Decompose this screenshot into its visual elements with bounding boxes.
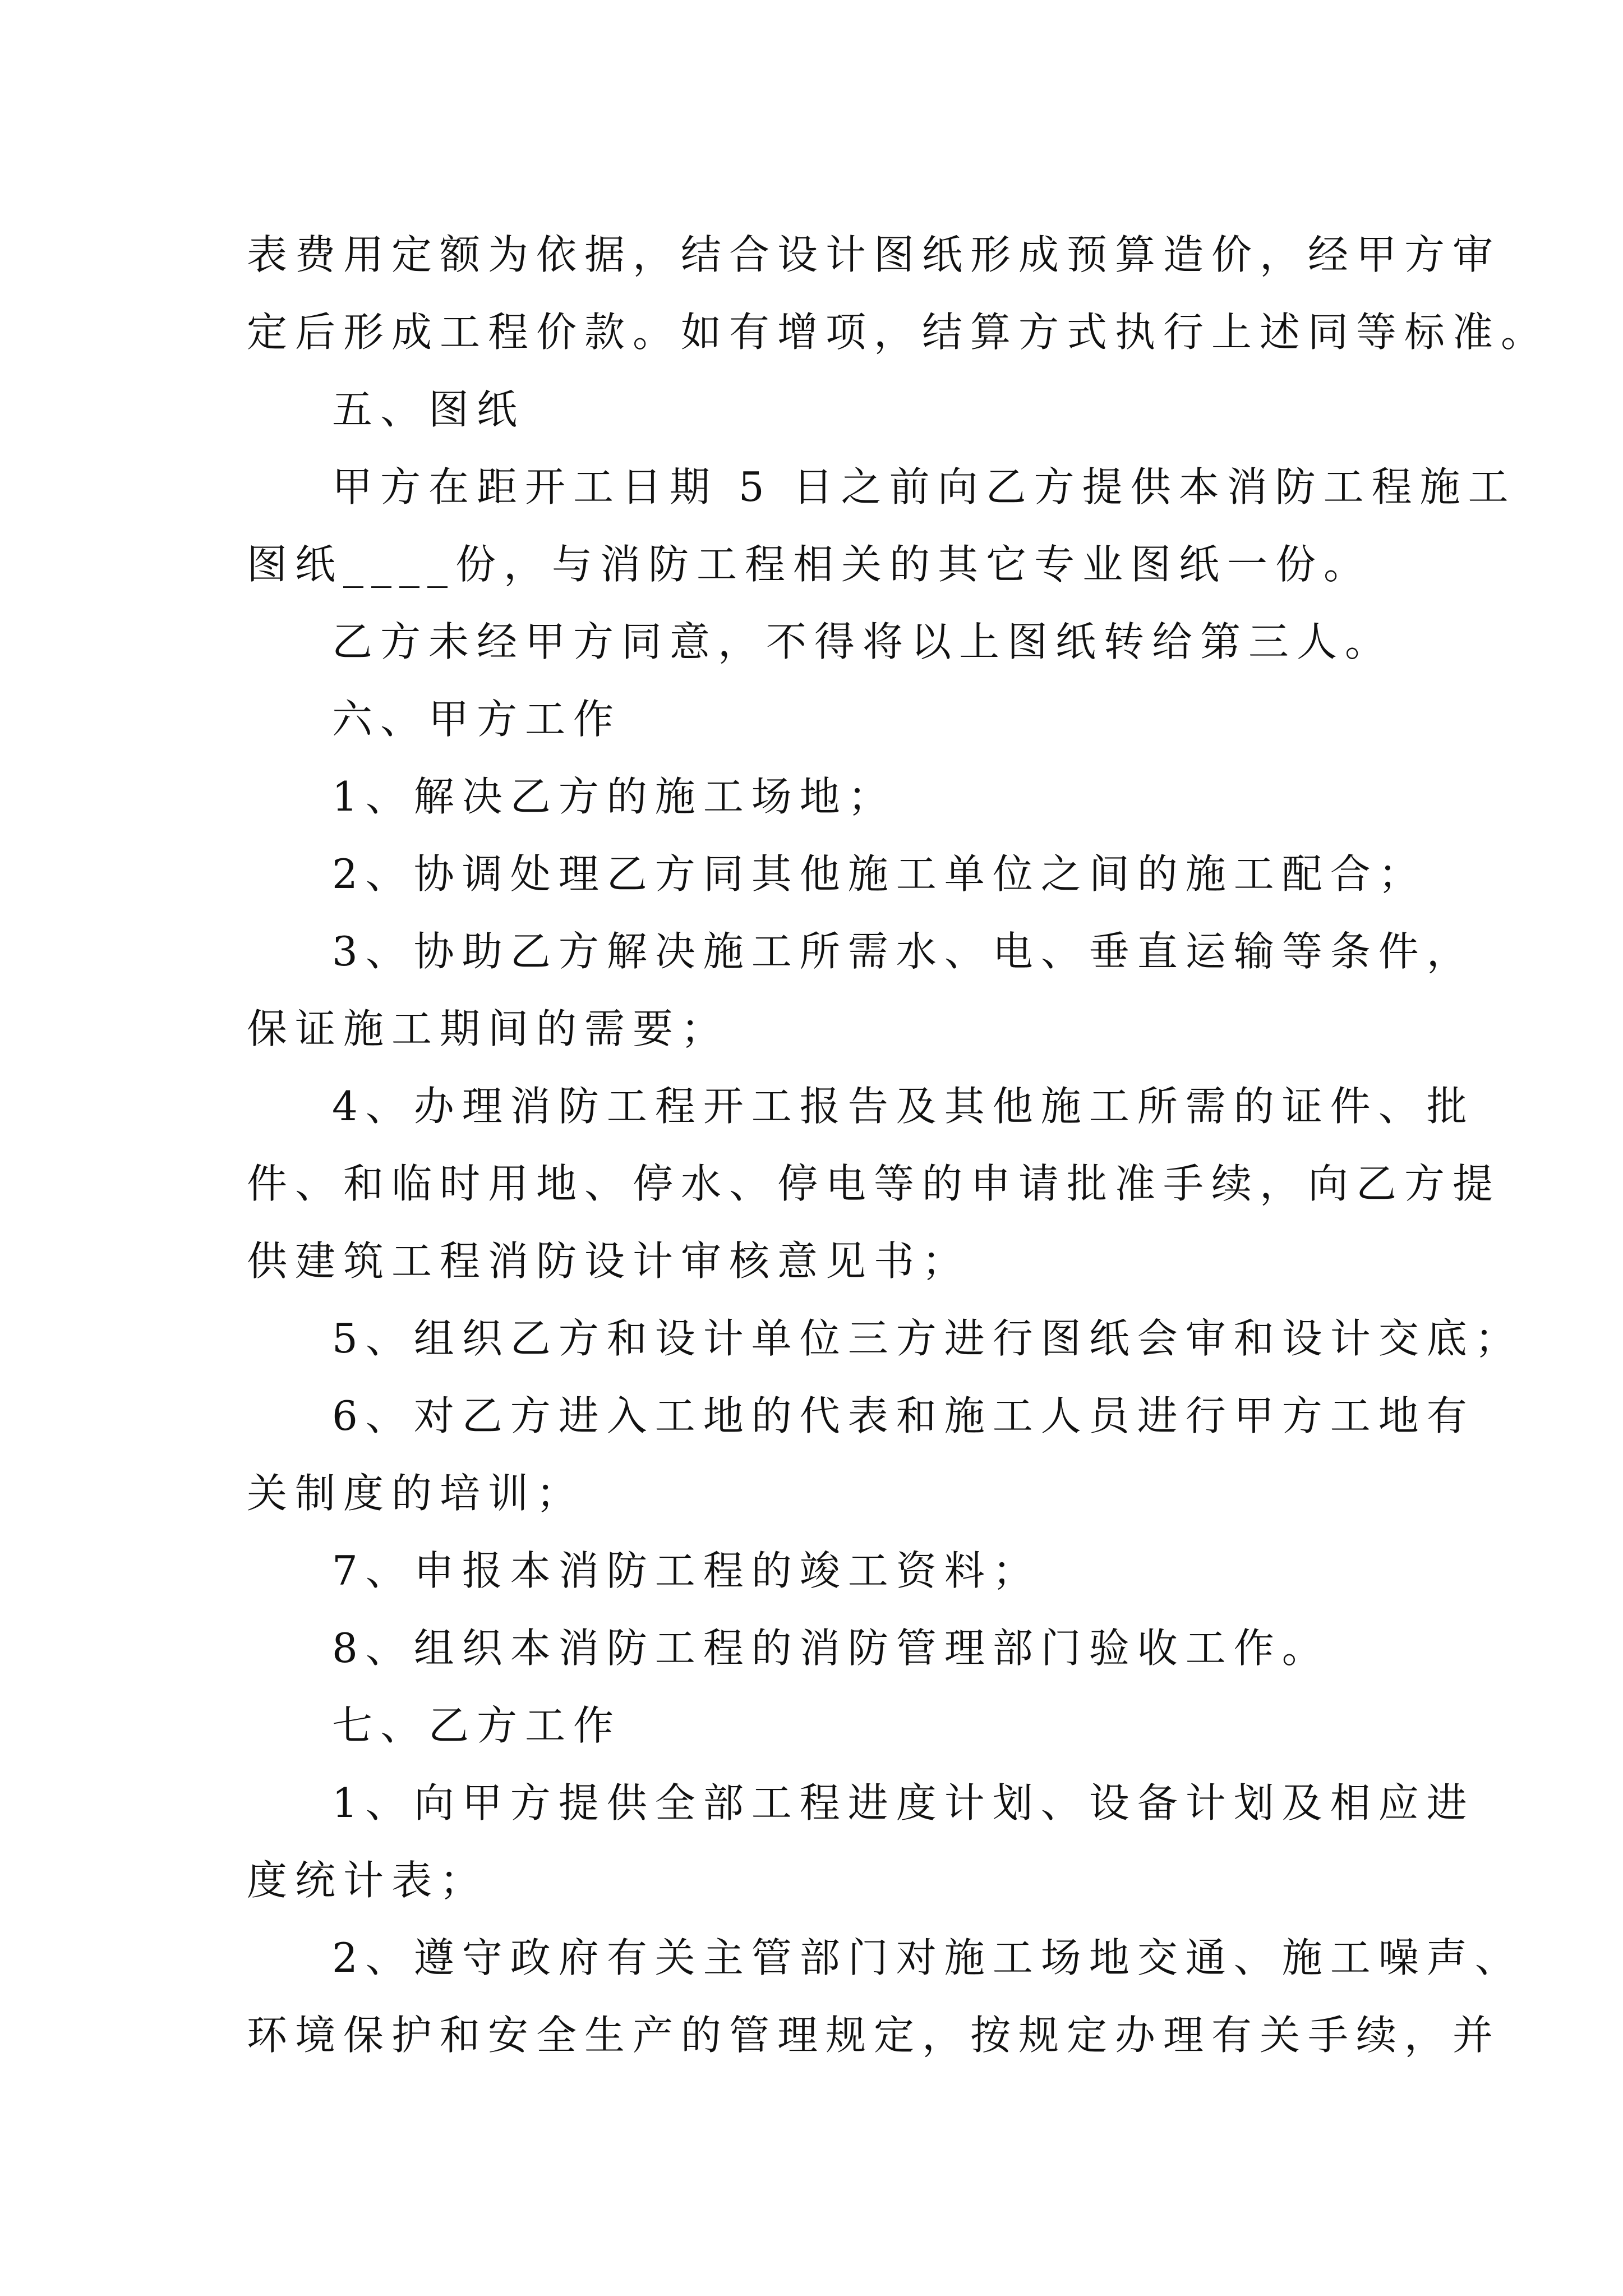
text-line: 表费用定额为依据，结合设计图纸形成预算造价，经甲方审 bbox=[247, 231, 1501, 278]
text-line: 件、和临时用地、停水、停电等的申请批准手续，向乙方提 bbox=[247, 1160, 1501, 1207]
list-item: 7、申报本消防工程的竣工资料； bbox=[332, 1547, 1041, 1594]
text-line: 甲方在距开工日期 5 日之前向乙方提供本消防工程施工 bbox=[332, 463, 1516, 510]
list-item: 1、向甲方提供全部工程进度计划、设备计划及相应进 bbox=[332, 1779, 1475, 1826]
text-line: 度统计表； bbox=[247, 1857, 488, 1904]
text-line: 保证施工期间的需要； bbox=[247, 1005, 730, 1052]
text-line: 乙方未经甲方同意，不得将以上图纸转给第三人。 bbox=[332, 618, 1394, 665]
section-heading: 六、甲方工作 bbox=[332, 696, 622, 743]
list-item: 8、组织本消防工程的消防管理部门验收工作。 bbox=[332, 1625, 1330, 1672]
list-item: 2、协调处理乙方同其他施工单位之间的施工配合； bbox=[332, 850, 1427, 898]
list-item: 5、组织乙方和设计单位三方进行图纸会审和设计交底； bbox=[332, 1315, 1523, 1362]
text-line: 环境保护和安全生产的管理规定，按规定办理有关手续，并 bbox=[247, 2012, 1501, 2059]
list-item: 6、对乙方进入工地的代表和施工人员进行甲方工地有 bbox=[332, 1392, 1475, 1439]
document-body bbox=[247, 216, 1550, 2074]
list-item: 3、协助乙方解决施工所需水、电、垂直运输等条件， bbox=[332, 928, 1475, 975]
section-heading: 五、图纸 bbox=[332, 386, 525, 433]
text-line: 图纸____份，与消防工程相关的其它专业图纸一份。 bbox=[247, 541, 1372, 588]
list-item: 2、遵守政府有关主管部门对施工场地交通、施工噪声、 bbox=[332, 1934, 1523, 1981]
text-line: 定后形成工程价款。如有增项，结算方式执行上述同等标准。 bbox=[247, 309, 1550, 356]
list-item: 4、办理消防工程开工报告及其他施工所需的证件、批 bbox=[332, 1083, 1475, 1130]
text-line: 关制度的培训； bbox=[247, 1470, 585, 1517]
text-line: 供建筑工程消防设计审核意见书； bbox=[247, 1237, 971, 1285]
section-heading: 七、乙方工作 bbox=[332, 1702, 622, 1749]
list-item: 1、解决乙方的施工场地； bbox=[332, 773, 896, 820]
